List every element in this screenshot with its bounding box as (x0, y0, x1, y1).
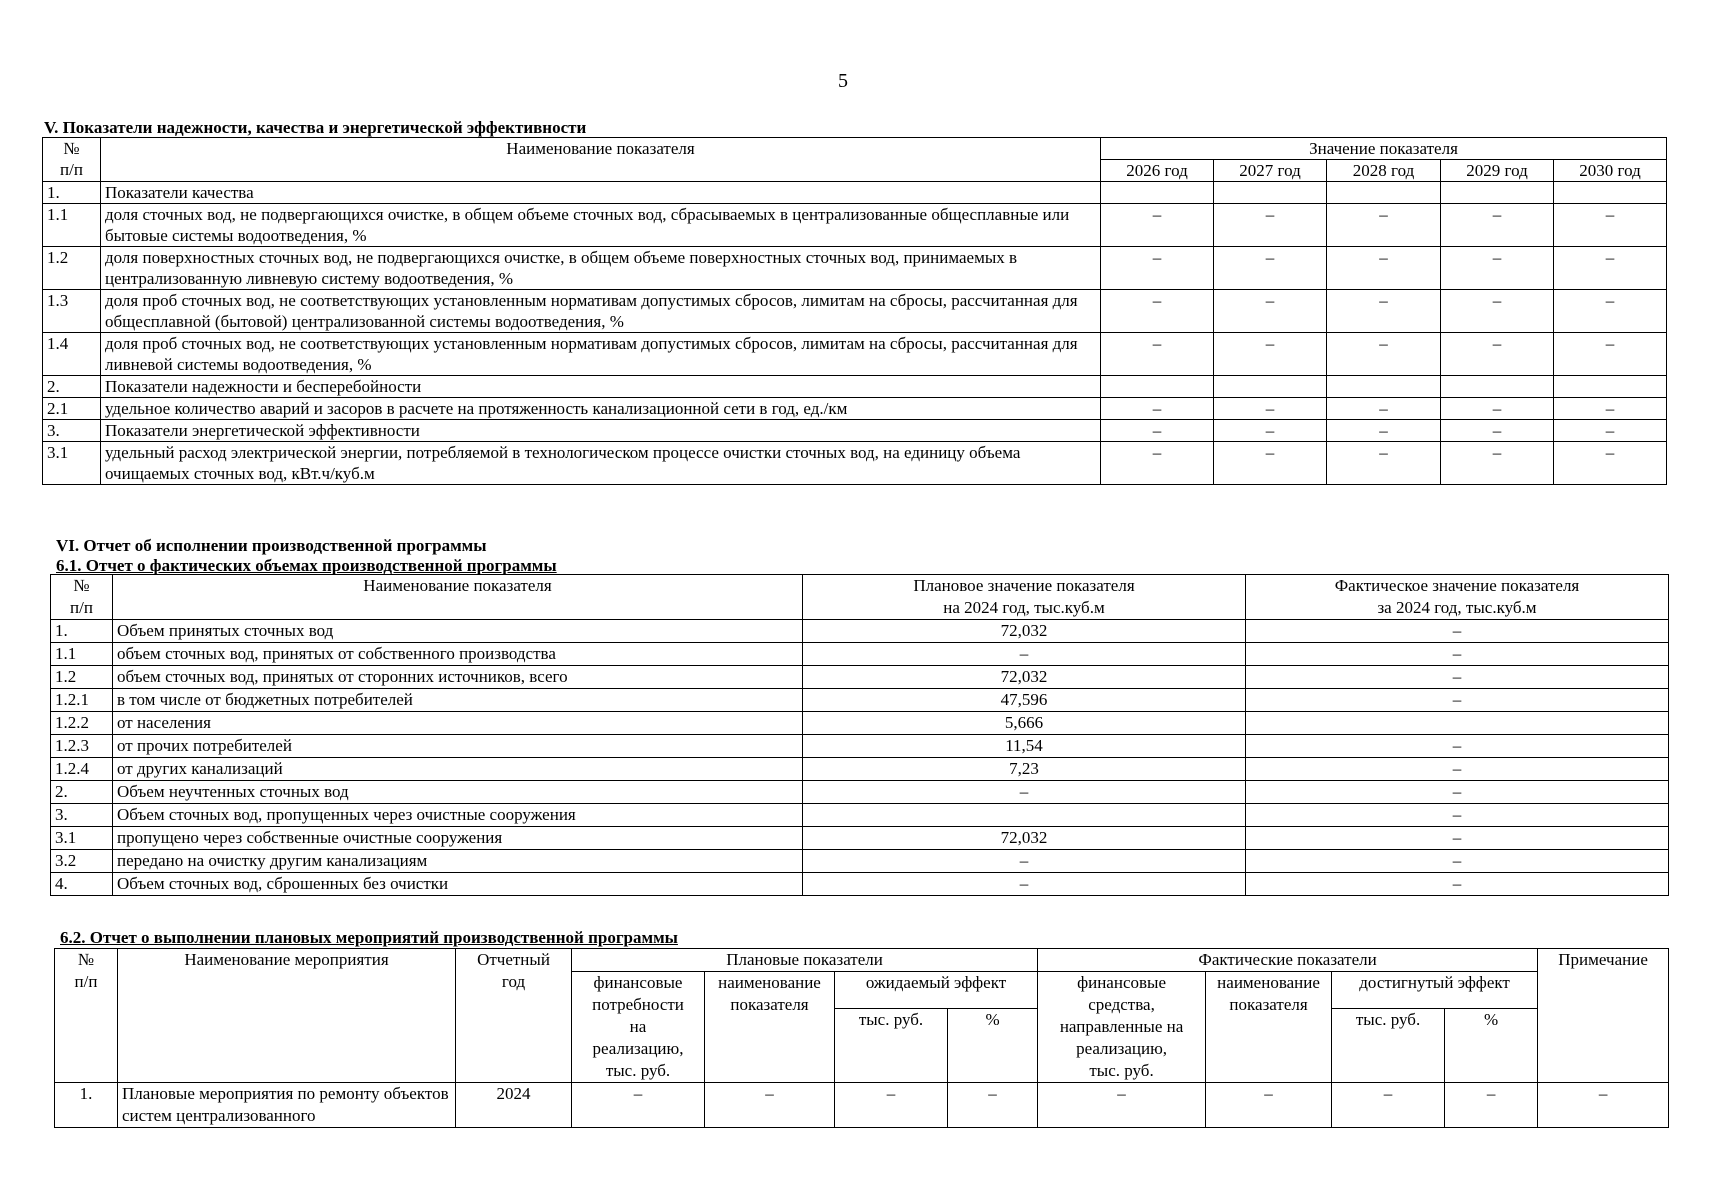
row-fact: – (1246, 781, 1669, 804)
row-fact: – (1246, 666, 1669, 689)
row-name: объем сточных вод, принятых от собственного производства (113, 643, 803, 666)
section61-title: 6.1. Отчет о фактических объемах производственной программы (56, 556, 557, 575)
page-number: 5 (838, 70, 848, 92)
row-num: 1.2.2 (51, 712, 113, 735)
row-name: Объем сточных вод, сброшенных без очистки (113, 873, 803, 896)
header-year: Отчетный год (456, 949, 572, 1083)
row-name: Плановые мероприятия по ремонту объектов систем централизованного (118, 1083, 456, 1128)
row-value: – (1101, 398, 1214, 420)
row-fact: – (1246, 804, 1669, 827)
row-value: – (1441, 290, 1554, 333)
row-fact: – (1246, 873, 1669, 896)
row-name: от прочих потребителей (113, 735, 803, 758)
row-value: – (835, 1083, 948, 1128)
table-row (51, 620, 1669, 643)
row-value: – (1327, 398, 1441, 420)
row-value (1554, 182, 1667, 204)
row-num: 3.1 (43, 442, 101, 485)
header-year: 2026 год (1101, 160, 1214, 182)
header-name: Наименование показателя (113, 575, 803, 620)
row-value: – (1445, 1083, 1538, 1128)
row-value: – (1214, 398, 1327, 420)
row-value (1101, 376, 1214, 398)
row-value: – (1214, 204, 1327, 247)
row-name: объем сточных вод, принятых от сторонних источников, всего (113, 666, 803, 689)
table-row (51, 827, 1669, 850)
row-name: Объем сточных вод, пропущенных через очистные сооружения (113, 804, 803, 827)
row-value: – (1554, 420, 1667, 442)
events-table (54, 948, 1669, 1128)
row-plan: – (803, 873, 1246, 896)
row-value: – (1101, 420, 1214, 442)
row-plan: 47,596 (803, 689, 1246, 712)
row-fact: – (1246, 620, 1669, 643)
row-value (1327, 376, 1441, 398)
row-num: 2. (43, 376, 101, 398)
header-plan: Плановые показатели (572, 949, 1038, 972)
row-name: удельный расход электрической энергии, потребляемой в технологическом процессе очистки сточных вод, на единицу объема очищаемых сточных вод, кВт.ч/куб.м (101, 442, 1101, 485)
table-row (43, 204, 1667, 247)
row-num: 3. (43, 420, 101, 442)
row-value: – (1101, 442, 1214, 485)
row-value: – (1441, 333, 1554, 376)
table-header-row (55, 949, 1669, 972)
plan-name: наименование показателя (705, 972, 835, 1083)
indicators-table (42, 137, 1667, 485)
row-name: доля поверхностных сточных вод, не подвергающихся очистке, в общем объеме поверхностных сточных вод, принимаемых в централизованную ливневую систему водоотведения, % (101, 247, 1101, 290)
row-value: – (1214, 420, 1327, 442)
row-name: пропущено через собственные очистные сооружения (113, 827, 803, 850)
row-fact: – (1246, 827, 1669, 850)
row-plan: 72,032 (803, 666, 1246, 689)
header-fact: Фактические показатели (1038, 949, 1538, 972)
row-num: 1.1 (43, 204, 101, 247)
table-row (43, 376, 1667, 398)
header-year: 2030 год (1554, 160, 1667, 182)
header-year: 2028 год (1327, 160, 1441, 182)
row-value: – (1214, 333, 1327, 376)
table-row (51, 781, 1669, 804)
row-num: 1.2.3 (51, 735, 113, 758)
header-name: Наименование показателя (101, 138, 1101, 182)
row-num: 1.2.1 (51, 689, 113, 712)
row-value (1214, 376, 1327, 398)
row-fact: – (1246, 643, 1669, 666)
header-year: 2029 год (1441, 160, 1554, 182)
row-num: 1.2.4 (51, 758, 113, 781)
row-name: Показатели качества (101, 182, 1101, 204)
row-value (1214, 182, 1327, 204)
table-row (43, 182, 1667, 204)
row-value (1327, 182, 1441, 204)
row-num: 1.3 (43, 290, 101, 333)
row-num: 2.1 (43, 398, 101, 420)
row-value: – (1554, 333, 1667, 376)
row-value: – (705, 1083, 835, 1128)
row-value (1101, 182, 1214, 204)
table-row (43, 290, 1667, 333)
row-fact: – (1246, 689, 1669, 712)
row-name: в том числе от бюджетных потребителей (113, 689, 803, 712)
table-row (51, 735, 1669, 758)
row-value: – (1327, 247, 1441, 290)
row-name: доля проб сточных вод, не соответствующих установленным нормативам допустимых сбросов, лимитам на сбросы, рассчитанная для ливневой системы водоотведения, % (101, 333, 1101, 376)
row-value: – (1554, 247, 1667, 290)
row-value: – (1554, 290, 1667, 333)
table-header-row (51, 575, 1669, 620)
plan-unit-pct: % (948, 1009, 1038, 1083)
row-value: – (1554, 204, 1667, 247)
row-plan: – (803, 643, 1246, 666)
section5-title: V. Показатели надежности, качества и энергетической эффективности (44, 118, 587, 137)
table-row (51, 758, 1669, 781)
row-num: 1. (51, 620, 113, 643)
row-num: 1.1 (51, 643, 113, 666)
table-row (51, 666, 1669, 689)
table-row (51, 643, 1669, 666)
row-name: Показатели надежности и бесперебойности (101, 376, 1101, 398)
table-row (43, 442, 1667, 485)
row-value: – (1554, 398, 1667, 420)
row-num: 1.4 (43, 333, 101, 376)
header-year: 2027 год (1214, 160, 1327, 182)
row-value: – (572, 1083, 705, 1128)
header-note: Примечание (1538, 949, 1669, 1083)
table-row (51, 712, 1669, 735)
row-value: – (1441, 420, 1554, 442)
row-num: 1.2 (51, 666, 113, 689)
table-row (43, 398, 1667, 420)
table-row (55, 1083, 1669, 1128)
row-num: 2. (51, 781, 113, 804)
row-value (1441, 376, 1554, 398)
fact-unit-pct: % (1445, 1009, 1538, 1083)
row-value: – (1101, 333, 1214, 376)
row-plan: 7,23 (803, 758, 1246, 781)
header-plan: Плановое значение показателя на 2024 год, тыс.куб.м (803, 575, 1246, 620)
row-num: 3.1 (51, 827, 113, 850)
row-value: – (1441, 247, 1554, 290)
row-name: удельное количество аварий и засоров в расчете на протяженность канализационной сети в год, ед./км (101, 398, 1101, 420)
row-name: от населения (113, 712, 803, 735)
row-fact: – (1246, 850, 1669, 873)
row-plan: 5,666 (803, 712, 1246, 735)
row-year: 2024 (456, 1083, 572, 1128)
row-plan: – (803, 781, 1246, 804)
row-plan: 72,032 (803, 620, 1246, 643)
row-plan: 11,54 (803, 735, 1246, 758)
row-name: передано на очистку другим канализациям (113, 850, 803, 873)
row-value: – (1101, 204, 1214, 247)
row-value: – (1101, 290, 1214, 333)
table-row (51, 873, 1669, 896)
table-row (51, 689, 1669, 712)
fact-name: наименование показателя (1206, 972, 1332, 1083)
table-row (43, 333, 1667, 376)
row-name: доля сточных вод, не подвергающихся очистке, в общем объеме сточных вод, сбрасываемых в централизованные общесплавные или бытовые системы водоотведения, % (101, 204, 1101, 247)
row-value: – (1327, 420, 1441, 442)
row-num: 4. (51, 873, 113, 896)
section6-title: VI. Отчет об исполнении производственной программы (56, 536, 487, 555)
section62-title: 6.2. Отчет о выполнении плановых мероприятий производственной программы (60, 928, 678, 947)
row-value: – (1332, 1083, 1445, 1128)
header-fact: Фактическое значение показателя за 2024 год, тыс.куб.м (1246, 575, 1669, 620)
row-value: – (1554, 442, 1667, 485)
row-fact (1246, 712, 1669, 735)
row-value: – (1327, 204, 1441, 247)
row-value: – (1441, 204, 1554, 247)
table-header-row (43, 138, 1667, 160)
header-num: № п/п (55, 949, 118, 1083)
row-value: – (948, 1083, 1038, 1128)
row-value: – (1206, 1083, 1332, 1128)
header-num: № п/п (51, 575, 113, 620)
row-plan: 72,032 (803, 827, 1246, 850)
row-value: – (1538, 1083, 1669, 1128)
row-name: Объем неучтенных сточных вод (113, 781, 803, 804)
header-num: № п/п (43, 138, 101, 182)
plan-unit-rub: тыс. руб. (835, 1009, 948, 1083)
table-row (51, 850, 1669, 873)
plan-fin: финансовые потребности на реализацию, тыс. руб. (572, 972, 705, 1083)
fact-effect: достигнутый эффект (1332, 972, 1538, 1009)
row-name: доля проб сточных вод, не соответствующих установленным нормативам допустимых сбросов, лимитам на сбросы, рассчитанная для общесплавной (бытовой) централизованной системы водоотведения, % (101, 290, 1101, 333)
row-fact: – (1246, 758, 1669, 781)
row-value: – (1214, 442, 1327, 485)
row-value: – (1327, 442, 1441, 485)
row-name: Показатели энергетической эффективности (101, 420, 1101, 442)
row-name: Объем принятых сточных вод (113, 620, 803, 643)
row-value: – (1441, 398, 1554, 420)
row-num: 3.2 (51, 850, 113, 873)
header-event: Наименование мероприятия (118, 949, 456, 1083)
table-row (51, 804, 1669, 827)
row-fact: – (1246, 735, 1669, 758)
fact-unit-rub: тыс. руб. (1332, 1009, 1445, 1083)
row-value: – (1038, 1083, 1206, 1128)
plan-effect: ожидаемый эффект (835, 972, 1038, 1009)
row-value: – (1214, 247, 1327, 290)
row-value: – (1101, 247, 1214, 290)
table-row (43, 420, 1667, 442)
row-num: 1. (55, 1083, 118, 1128)
row-value (1554, 376, 1667, 398)
table-row (43, 247, 1667, 290)
volumes-table (50, 574, 1669, 896)
row-value (1441, 182, 1554, 204)
row-value: – (1327, 290, 1441, 333)
header-value: Значение показателя (1101, 138, 1667, 160)
row-plan (803, 804, 1246, 827)
row-value: – (1214, 290, 1327, 333)
row-value: – (1327, 333, 1441, 376)
row-value: – (1441, 442, 1554, 485)
row-num: 1.2 (43, 247, 101, 290)
row-num: 1. (43, 182, 101, 204)
row-num: 3. (51, 804, 113, 827)
row-name: от других канализаций (113, 758, 803, 781)
row-plan: – (803, 850, 1246, 873)
fact-fin: финансовые средства, направленные на реализацию, тыс. руб. (1038, 972, 1206, 1083)
